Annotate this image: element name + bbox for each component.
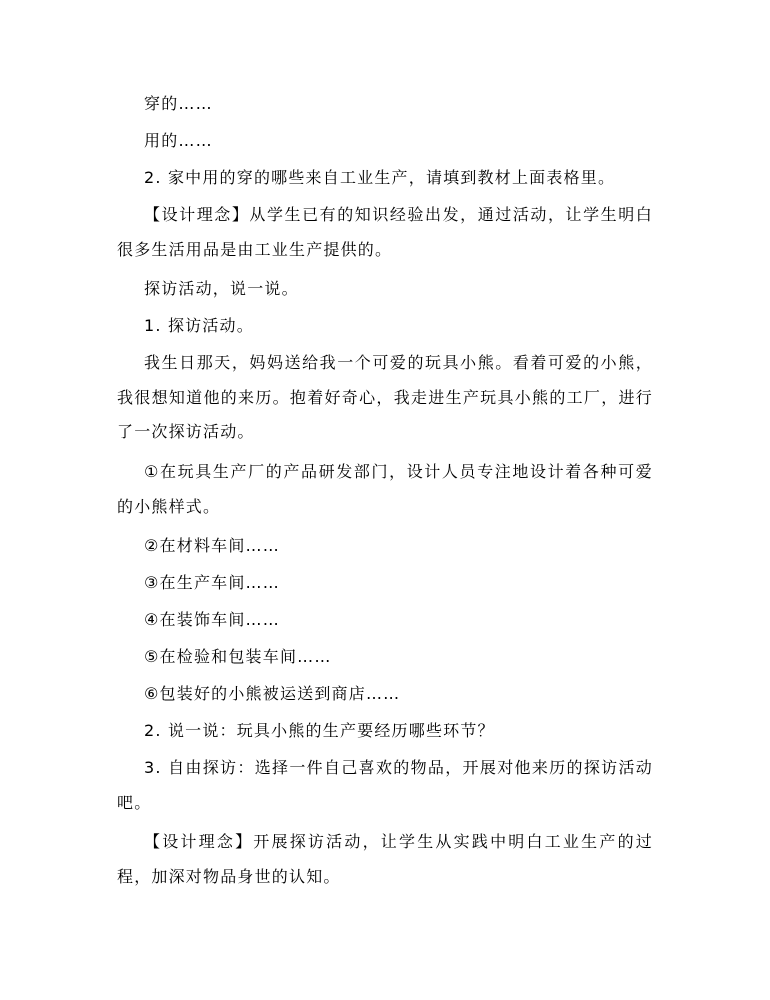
paragraph-design-concept-2: 【设计理念】开展探访活动，让学生从实践中明白工业生产的过程，加深对物品身世的认知。 <box>117 832 653 886</box>
paragraph-list-item-3: ③在生产车间…… <box>144 573 280 592</box>
paragraph-task-2-discuss: 2. 说一说：玩具小熊的生产要经历哪些环节？ <box>144 721 495 740</box>
paragraph-clothing: 穿的…… <box>144 94 213 113</box>
paragraph-list-item-2: ②在材料车间…… <box>144 536 280 555</box>
paragraph-items: 用的…… <box>144 131 213 150</box>
paragraph-task-3: 3. 自由探访：选择一件自己喜欢的物品，开展对他来历的探访活动吧。 <box>117 758 653 812</box>
paragraph-step-1: 1. 探访活动。 <box>144 316 254 335</box>
paragraph-section-heading: 探访活动，说一说。 <box>144 279 299 298</box>
paragraph-story: 我生日那天，妈妈送给我一个可爱的玩具小熊。看着可爱的小熊，我很想知道他的来历。抱着好奇心，我走进生产玩具小熊的工厂，进行了一次探访活动。 <box>117 353 653 441</box>
paragraph-list-item-6: ⑥包装好的小熊被运送到商店…… <box>144 684 401 703</box>
paragraph-task-2: 2. 家中用的穿的哪些来自工业生产，请填到教材上面表格里。 <box>144 168 616 187</box>
paragraph-list-item-4: ④在装饰车间…… <box>144 610 280 629</box>
paragraph-design-concept-1: 【设计理念】从学生已有的知识经验出发，通过活动，让学生明白很多生活用品是由工业生产提供的。 <box>117 205 653 259</box>
paragraph-list-item-5: ⑤在检验和包装车间…… <box>144 647 332 666</box>
paragraph-list-item-1: ①在玩具生产厂的产品研发部门，设计人员专注地设计着各种可爱的小熊样式。 <box>117 462 653 516</box>
